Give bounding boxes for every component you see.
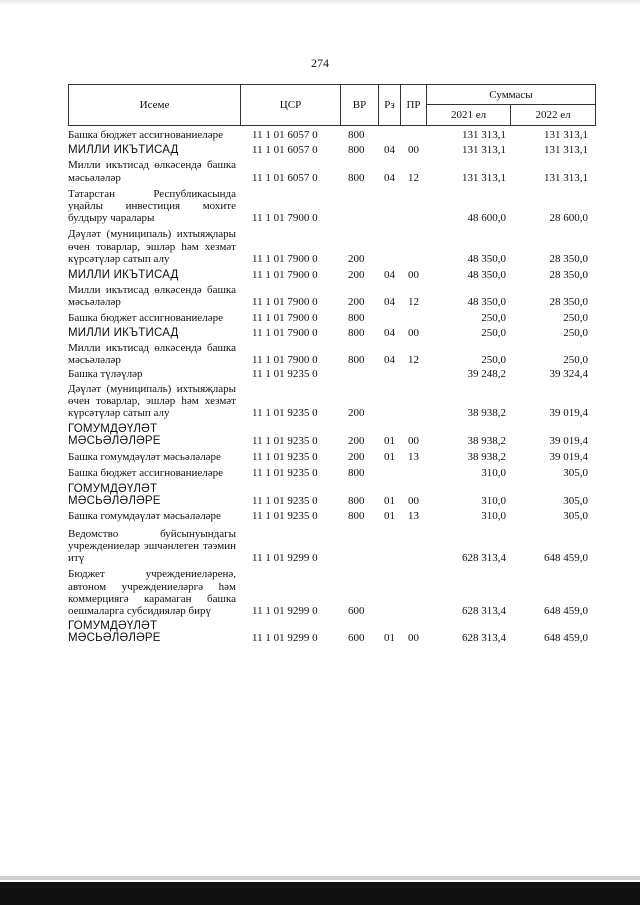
header-rz: Рз: [379, 85, 401, 125]
row-amount-2022: 28 600,0: [549, 212, 588, 225]
row-csr: 11 1 01 9299 0: [252, 604, 318, 617]
table-row: [68, 228, 596, 265]
row-name: ГОМУМДӘҮЛӘТ МӘСЬӘЛӘЛӘРЕ: [68, 423, 161, 448]
row-vr: 200: [348, 407, 365, 420]
row-vr: 800: [348, 171, 365, 184]
row-csr: 11 1 01 9299 0: [252, 632, 318, 645]
header-sums: Суммасы: [427, 85, 595, 105]
row-name: Милли икътисад өлкәсендә башка мәсьәләләр: [68, 284, 236, 309]
row-amount-2021: 250,0: [481, 311, 506, 324]
row-amount-2021: 628 313,4: [462, 632, 506, 645]
row-amount-2022: 648 459,0: [544, 632, 588, 645]
row-pr: 00: [408, 269, 419, 282]
row-rz: 01: [384, 435, 395, 448]
row-rz: 04: [384, 326, 395, 339]
row-amount-2022: 39 324,4: [549, 368, 588, 381]
row-amount-2022: 648 459,0: [544, 604, 588, 617]
row-name: Дәүләт (муниципаль) ихтыяҗлары өчен товарлар, эшләр һәм хезмәт күрсәтүләр сатып алу: [68, 382, 236, 420]
row-csr: 11 1 01 7900 0: [252, 326, 318, 339]
row-csr: 11 1 01 9235 0: [252, 510, 318, 523]
row-pr: 00: [408, 326, 419, 339]
row-rz: 01: [384, 510, 395, 523]
row-name: Башка бюджет ассигнованиеләре: [68, 311, 223, 324]
row-name: Башка бюджет ассигнованиеләре: [68, 129, 223, 141]
table-row: [68, 510, 596, 522]
row-amount-2021: 628 313,4: [462, 552, 506, 565]
row-name: Ведомство буйсынуындагы учреждениеләр эшчәнлеген тәэмин итү: [68, 527, 236, 565]
row-amount-2021: 250,0: [481, 354, 506, 367]
header-year-2021: 2021 ел: [427, 105, 511, 125]
row-name: Башка бюджет ассигнованиеләре: [68, 466, 223, 479]
row-amount-2021: 38 938,2: [467, 407, 506, 420]
row-amount-2021: 48 600,0: [467, 212, 506, 225]
row-name: Бюджет учреждениеләренә, автоном учреждениеләргә һәм коммерциягә карамаган башка оешмаларга субсидияләр бирү: [68, 568, 236, 617]
row-amount-2021: 131 313,1: [462, 129, 506, 141]
row-csr: 11 1 01 9235 0: [252, 435, 318, 448]
row-csr: 11 1 01 7900 0: [252, 212, 318, 225]
row-csr: 11 1 01 7900 0: [252, 296, 318, 309]
table-row: [68, 269, 596, 281]
row-pr: 13: [408, 450, 419, 463]
table-row: [68, 129, 596, 141]
row-name: МИЛЛИ ИКЪТИСАД: [68, 326, 179, 339]
row-csr: 11 1 01 9235 0: [252, 407, 318, 420]
row-csr: 11 1 01 6057 0: [252, 144, 318, 157]
row-name: ГОМУМДӘҮЛӘТ МӘСЬӘЛӘЛӘРЕ: [68, 483, 161, 508]
row-vr: 200: [348, 435, 365, 448]
row-name: МИЛЛИ ИКЪТИСАД: [68, 144, 179, 157]
table-row: [68, 188, 596, 225]
row-amount-2022: 39 019,4: [549, 450, 588, 463]
row-csr: 11 1 01 7900 0: [252, 252, 318, 265]
row-vr: 800: [348, 466, 365, 479]
table-row: [68, 620, 596, 644]
row-vr: 800: [348, 495, 365, 508]
row-amount-2021: 628 313,4: [462, 604, 506, 617]
row-amount-2022: 305,0: [563, 466, 588, 479]
row-csr: 11 1 01 9299 0: [252, 552, 318, 565]
page-number: 274: [311, 56, 329, 70]
row-vr: 800: [348, 311, 365, 324]
row-name: Милли икътисад өлкәсендә башка мәсьәләләр: [68, 159, 236, 184]
table-header: [68, 84, 596, 126]
row-csr: 11 1 01 7900 0: [252, 269, 318, 282]
row-name: Дәүләт (муниципаль) ихтыяҗлары өчен товарлар, эшләр һәм хезмәт күрсәтүләр сатып алу: [68, 228, 236, 265]
row-amount-2021: 310,0: [481, 466, 506, 479]
row-amount-2022: 250,0: [563, 354, 588, 367]
row-csr: 11 1 01 7900 0: [252, 354, 318, 367]
row-amount-2022: 28 350,0: [549, 252, 588, 265]
table-row: [68, 451, 596, 463]
row-amount-2021: 48 350,0: [467, 296, 506, 309]
row-amount-2021: 38 938,2: [467, 450, 506, 463]
header-vr: ВР: [341, 85, 379, 125]
table-row: [68, 342, 596, 366]
row-name: МИЛЛИ ИКЪТИСАД: [68, 269, 179, 282]
row-amount-2022: 131 313,1: [544, 171, 588, 184]
header-csr: ЦСР: [241, 85, 341, 125]
row-amount-2021: 310,0: [481, 495, 506, 508]
table-row: [68, 368, 596, 380]
table-row: [68, 312, 596, 324]
row-vr: 800: [348, 354, 365, 367]
table-row: [68, 327, 596, 339]
row-amount-2021: 48 350,0: [467, 252, 506, 265]
row-rz: 01: [384, 632, 395, 645]
row-rz: 04: [384, 144, 395, 157]
row-amount-2021: 48 350,0: [467, 269, 506, 282]
row-rz: 04: [384, 171, 395, 184]
row-csr: 11 1 01 9235 0: [252, 495, 318, 508]
row-rz: 04: [384, 269, 395, 282]
header-pr: ПР: [401, 85, 427, 125]
row-vr: 200: [348, 252, 365, 265]
row-amount-2021: 250,0: [481, 326, 506, 339]
row-vr: 600: [348, 604, 365, 617]
table-row: [68, 383, 596, 420]
scan-stripe: [0, 876, 640, 880]
row-vr: 200: [348, 450, 365, 463]
row-vr: 600: [348, 632, 365, 645]
row-name: Башка гомумдәүләт мәсьәләләре: [68, 450, 221, 463]
header-name: Исеме: [69, 85, 241, 125]
row-amount-2022: 39 019,4: [549, 407, 588, 420]
row-rz: 01: [384, 450, 395, 463]
row-vr: 800: [348, 144, 365, 157]
row-amount-2021: 39 248,2: [467, 368, 506, 381]
row-vr: 200: [348, 269, 365, 282]
row-name: Милли икътисад өлкәсендә башка мәсьәләләр: [68, 342, 236, 367]
row-amount-2021: 310,0: [481, 510, 506, 523]
row-amount-2022: 131 313,1: [544, 129, 588, 141]
row-pr: 00: [408, 632, 419, 645]
row-name: ГОМУМДӘҮЛӘТ МӘСЬӘЛӘЛӘРЕ: [68, 620, 161, 645]
row-vr: 200: [348, 296, 365, 309]
row-amount-2022: 250,0: [563, 326, 588, 339]
row-csr: 11 1 01 9235 0: [252, 450, 318, 463]
row-vr: 800: [348, 510, 365, 523]
table-row: [68, 467, 596, 479]
row-pr: 00: [408, 144, 419, 157]
row-pr: 12: [408, 296, 419, 309]
row-rz: 04: [384, 354, 395, 367]
row-name: Башка түләүләр: [68, 368, 143, 381]
row-csr: 11 1 01 6057 0: [252, 129, 318, 141]
row-rz: 04: [384, 296, 395, 309]
row-pr: 00: [408, 435, 419, 448]
row-amount-2021: 38 938,2: [467, 435, 506, 448]
table-row: [68, 144, 596, 156]
scan-edge: [0, 0, 640, 6]
row-name: Башка гомумдәүләт мәсьәләләре: [68, 510, 221, 523]
row-amount-2022: 648 459,0: [544, 552, 588, 565]
row-pr: 00: [408, 495, 419, 508]
row-amount-2022: 305,0: [563, 495, 588, 508]
row-pr: 12: [408, 354, 419, 367]
row-amount-2021: 131 313,1: [462, 144, 506, 157]
row-vr: 800: [348, 129, 365, 141]
table-row: [68, 284, 596, 308]
row-amount-2022: 250,0: [563, 311, 588, 324]
row-rz: 01: [384, 495, 395, 508]
row-csr: 11 1 01 9235 0: [252, 368, 318, 381]
header-year-2022: 2022 ел: [535, 109, 571, 121]
row-name: Татарстан Республикасында уңайлы инвестиция мохите булдыру чаралары: [68, 187, 236, 225]
table-row: [68, 423, 596, 447]
row-amount-2021: 131 313,1: [462, 171, 506, 184]
table-row: [68, 528, 596, 565]
row-pr: 13: [408, 510, 419, 523]
row-amount-2022: 305,0: [563, 510, 588, 523]
row-amount-2022: 131 313,1: [544, 144, 588, 157]
row-amount-2022: 28 350,0: [549, 296, 588, 309]
table-body: [68, 126, 596, 645]
table-row: [68, 159, 596, 183]
row-pr: 12: [408, 171, 419, 184]
row-csr: 11 1 01 9235 0: [252, 466, 318, 479]
row-amount-2022: 28 350,0: [549, 269, 588, 282]
row-csr: 11 1 01 6057 0: [252, 171, 318, 184]
table-row: [68, 483, 596, 507]
scan-bottom-bar: [0, 882, 640, 905]
table-row: [68, 568, 596, 617]
row-csr: 11 1 01 7900 0: [252, 311, 318, 324]
row-vr: 800: [348, 326, 365, 339]
row-amount-2022: 39 019,4: [549, 435, 588, 448]
